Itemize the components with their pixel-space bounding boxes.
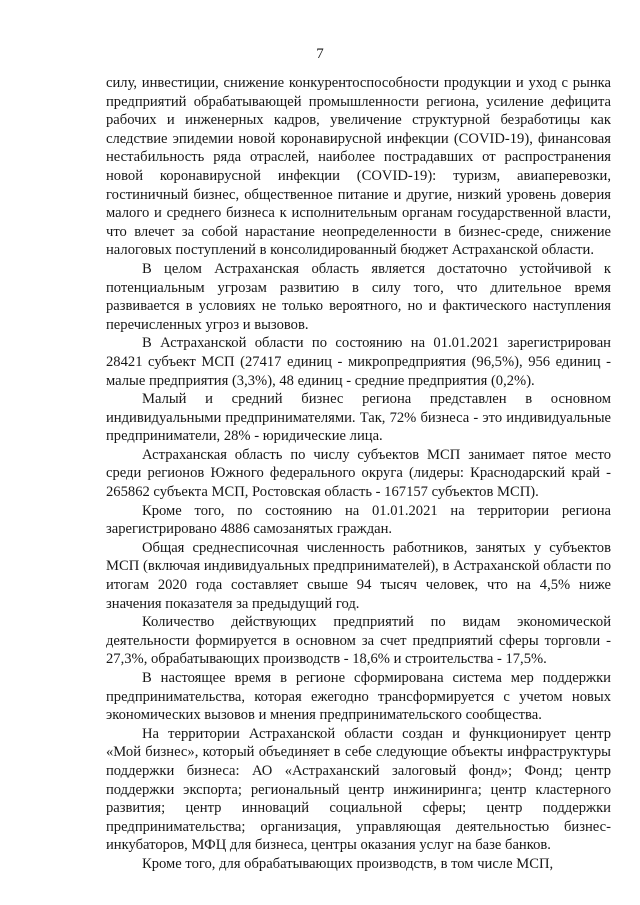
paragraph-9: В настоящее время в регионе сформирована система мер поддержки предпринимательства, которая ежегодно трансформируется с учетом новых экономических вызовов и мнения предпринимательского сообщества. <box>106 670 611 724</box>
paragraph-1: силу, инвестиции, снижение конкурентоспособности продукции и уход с рынка предприятий обрабатывающей промышленности региона, усиление дефицита рабочих и инженерных кадров, увеличение структурной безработицы как следствие эпидемии новой коронавирусной инфекции (COVID-19), финансовая нестабильность ряда отраслей, наиболее пострадавших от распространения новой коронавирусной инфекции (COVID-19): туризм, авиаперевозки, гостиничный бизнес, общественное питание и другие, низкий уровень доверия малого и среднего бизнеса к исполнительным органам государственной власти, что влечет за собой нарастание неопределенности в бизнес-среде, снижение налоговых поступлений в консолидированный бюджет Астраханской области. <box>106 75 611 259</box>
paragraph-2: В целом Астраханская область является достаточно устойчивой к потенциальным угрозам развитию в силу того, что длительное время развивается в условиях не только вероятного, но и фактического наступления перечисленных угроз и вызовов. <box>106 260 611 333</box>
document-body <box>106 74 611 874</box>
paragraph-8: Количество действующих предприятий по видам экономической деятельности формируется в основном за счет предприятий сферы торговли - 27,3%, обрабатывающих производств - 18,6% и строительства - 17,5%. <box>106 614 611 668</box>
paragraph-3: В Астраханской области по состоянию на 01.01.2021 зарегистрирован 28421 субъект МСП (27417 единиц - микропредприятия (96,5%), 956 единиц - малые предприятия (3,3%), 48 единиц - средние предприятия (0,2%). <box>106 335 611 389</box>
paragraph-6: Кроме того, по состоянию на 01.01.2021 на территории региона зарегистрировано 4886 самозанятых граждан. <box>106 502 611 538</box>
paragraph-10: На территории Астраханской области создан и функционирует центр «Мой бизнес», который объединяет в себе следующие объекты инфраструктуры поддержки бизнеса: АО «Астраханский залоговый фонд»; Фонд; центр поддержки экспорта; региональный центр инжиниринга; центр кластерного развития; центр инноваций социальной сферы; центр поддержки предпринимательства; организация, управляющая деятельностью бизнес-инкубаторов, МФЦ для бизнеса, центры оказания услуг на базе банков. <box>106 725 611 854</box>
page-number: 7 <box>316 46 324 62</box>
paragraph-5: Астраханская область по числу субъектов МСП занимает пятое место среди регионов Южного федерального округа (лидеры: Краснодарский край - 265862 субъекта МСП, Ростовская область - 167157 субъектов МСП). <box>106 446 611 501</box>
paragraph-7: Общая среднесписочная численность работников, занятых у субъектов МСП (включая индивидуальных предпринимателей), в Астраханской области по итогам 2020 года составляет свыше 94 тысяч человек, что на 4,5% ниже значения показателя за предыдущий год. <box>106 539 611 612</box>
paragraph-4: Малый и средний бизнес региона представлен в основном индивидуальными предпринимателями. Так, 72% бизнеса - это индивидуальные предприниматели, 28% - юридические лица. <box>106 391 611 445</box>
paragraph-11: Кроме того, для обрабатывающих производств, в том числе МСП, <box>142 855 554 872</box>
